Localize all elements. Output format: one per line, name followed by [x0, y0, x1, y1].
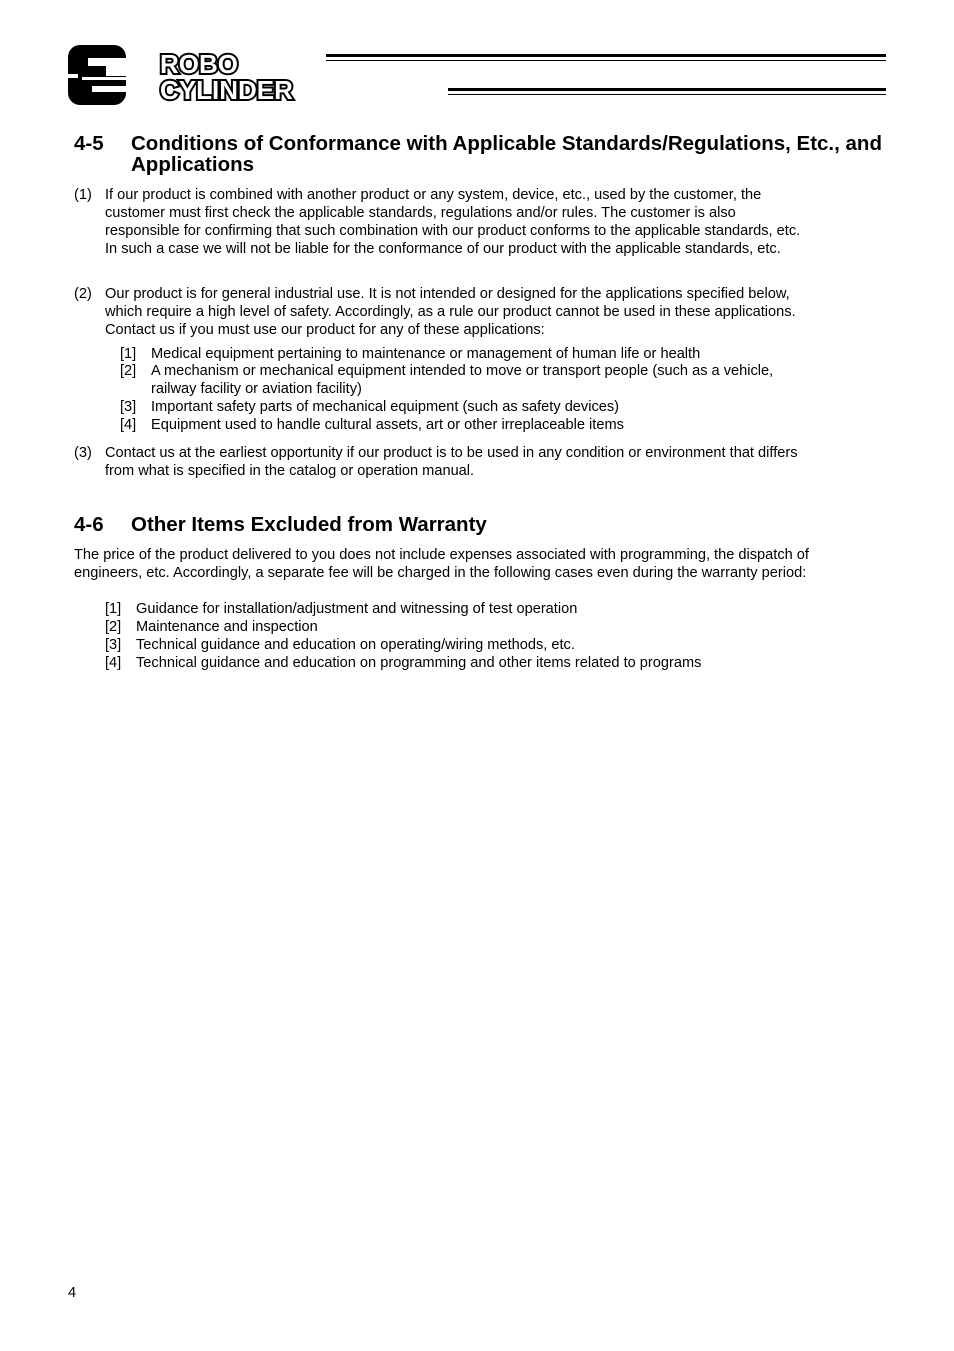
warranty-item-text: Technical guidance and education on operating/wiring methods, etc.	[136, 637, 575, 653]
logo-graphic	[68, 44, 888, 106]
item-label: (1)	[74, 187, 92, 203]
sub-item-2	[120, 362, 780, 398]
warranty-item-label: [1]	[105, 601, 122, 617]
warranty-item-text: Maintenance and inspection	[136, 619, 318, 635]
rc-emblem	[68, 45, 126, 105]
item-text: Our product is for general industrial use. It is not intended or designed for the applications specified below, which require a high level of safety. Accordingly, as a rule our product cannot be used in these applications. Contact us if you must use our product for any of these applications:	[105, 286, 796, 338]
warranty-item-3	[105, 636, 805, 654]
page-number: 4	[68, 1285, 77, 1301]
header-rule	[326, 54, 886, 95]
warranty-item-4	[105, 654, 805, 672]
section-number: 4-6	[74, 513, 104, 536]
logo-line2: CYLINDER	[160, 75, 293, 105]
sub-item-label: [1]	[120, 346, 137, 362]
sub-item-text: Important safety parts of mechanical equipment (such as safety devices)	[151, 399, 620, 415]
warranty-item-label: [3]	[105, 637, 122, 653]
warranty-item-text: Guidance for installation/adjustment and witnessing of test operation	[136, 601, 578, 617]
list-item-3	[74, 444, 814, 480]
sub-item-label: [2]	[120, 363, 137, 379]
item-label: (2)	[74, 286, 92, 302]
logo-line1: ROBO	[160, 49, 238, 79]
section-title: Conditions of Conformance with Applicable Standards/Regulations, Etc., and Applications	[131, 132, 882, 176]
item-text: If our product is combined with another product or any system, device, etc., used by the customer, the customer must first check the applicable standards, regulations and/or rules. The customer is also responsible for confirming that such combination with our product conforms to the applicable standards, etc. In such a case we will not be liable for the conformance of our product with the applicable standards, etc.	[105, 187, 801, 257]
section-heading-4-5	[74, 133, 934, 175]
sub-item-label: [4]	[120, 417, 137, 433]
robo-cylinder-logo	[68, 44, 888, 106]
section-intro: The price of the product delivered to you does not include expenses associated with programming, the dispatch of engineers, etc. Accordingly, a separate fee will be charged in the following cases even during the warranty period:	[74, 547, 809, 581]
list-item-1	[74, 186, 814, 258]
warranty-item-label: [4]	[105, 655, 122, 671]
warranty-item-label: [2]	[105, 619, 122, 635]
sub-item-text: Equipment used to handle cultural assets, art or other irreplaceable items	[151, 417, 624, 433]
list-item-2	[74, 285, 814, 339]
sub-item-text: Medical equipment pertaining to maintenance or management of human life or health	[151, 346, 701, 362]
sub-item-text: A mechanism or mechanical equipment intended to move or transport people (such as a vehicle, railway facility or aviation facility)	[151, 363, 774, 397]
sub-item-1	[120, 345, 780, 363]
section-heading-4-6	[74, 514, 934, 535]
section-title: Other Items Excluded from Warranty	[131, 513, 487, 536]
section-number: 4-5	[74, 132, 104, 155]
item-label: (3)	[74, 445, 92, 461]
warranty-item-2	[105, 618, 805, 636]
sub-item-4	[120, 416, 780, 434]
warranty-item-text: Technical guidance and education on programming and other items related to programs	[136, 655, 702, 671]
sub-item-label: [3]	[120, 399, 137, 415]
item-text: Contact us at the earliest opportunity if our product is to be used in any condition or environment that differs from what is specified in the catalog or operation manual.	[105, 445, 798, 479]
warranty-item-1	[105, 600, 805, 618]
sub-item-3	[120, 398, 780, 416]
